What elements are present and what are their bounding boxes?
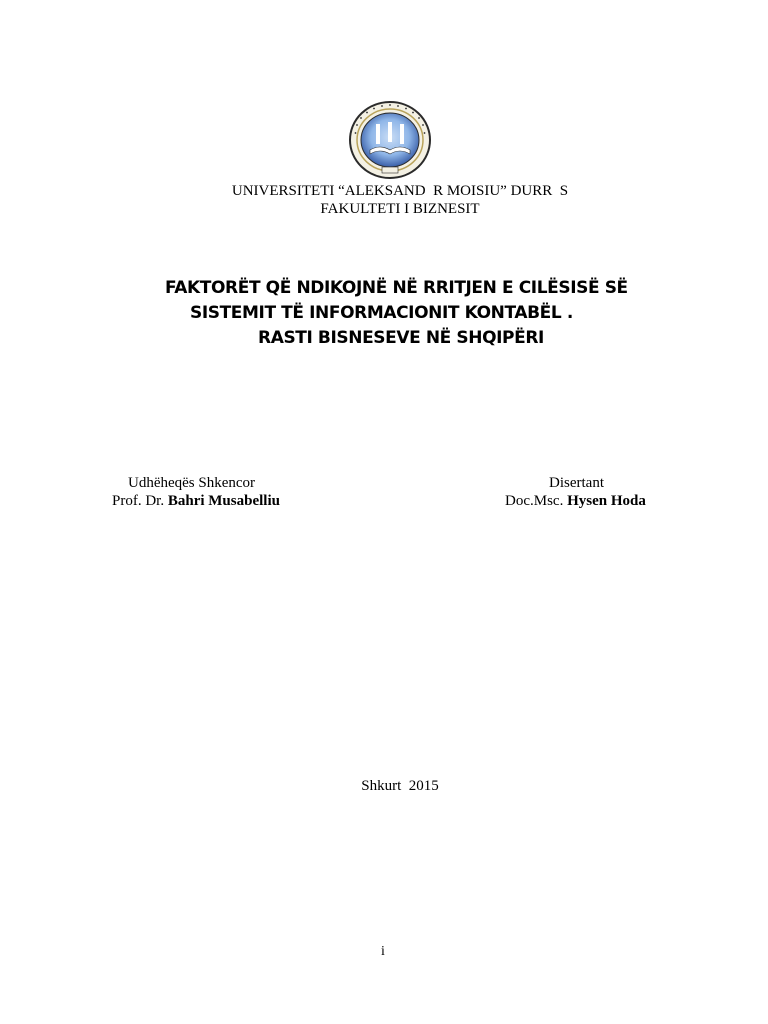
supervisor-role: Udhëheqës Shkencor — [128, 475, 256, 491]
university-seal-icon — [348, 100, 432, 180]
candidate-role: Disertant — [549, 475, 604, 491]
university-logo — [348, 100, 432, 180]
submission-date: Shkurt 2015 — [361, 778, 439, 794]
supervisor-name-line — [112, 492, 280, 510]
supervisor-prefix: Prof. Dr. — [112, 493, 168, 509]
supervisor-name: Bahri Musabelliu — [167, 493, 280, 509]
page-number: i — [381, 944, 385, 959]
candidate-name: Hysen Hoda — [567, 493, 646, 509]
thesis-title-line-1: FAKTORËT QË NDIKOJNË NË RRITJEN E CILËSISË SË — [165, 278, 628, 298]
university-name: UNIVERSITETI “ALEKSAND R MOISIU” DURR S — [231, 183, 569, 199]
thesis-title-line-3: RASTI BISNESEVE NË SHQIPËRI — [258, 328, 544, 348]
thesis-title-line-2: SISTEMIT TË INFORMACIONIT KONTABËL . — [190, 303, 573, 323]
candidate-name-line — [505, 492, 646, 510]
candidate-prefix: Doc.Msc. — [505, 493, 568, 509]
faculty-name: FAKULTETI I BIZNESIT — [320, 201, 480, 217]
